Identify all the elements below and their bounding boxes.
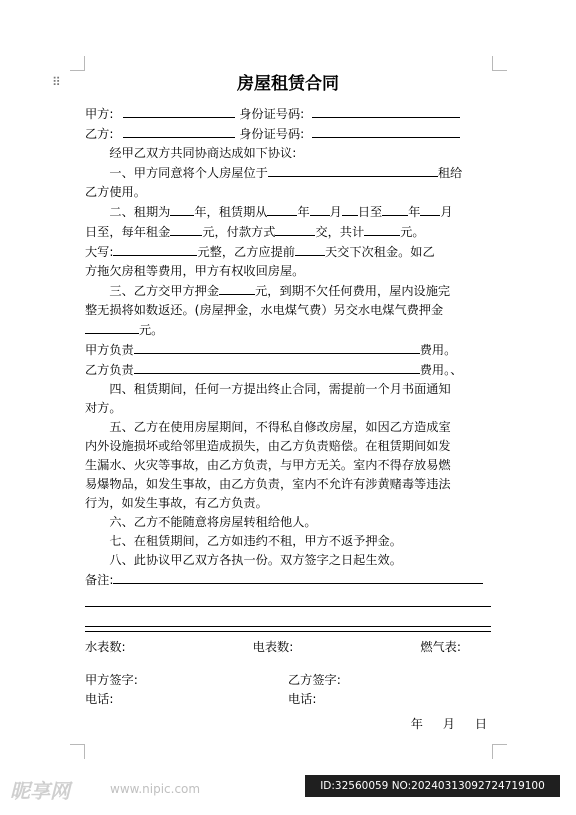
intro-line: 经甲乙双方共同协商达成如下协议: <box>109 146 297 160</box>
water-meter-label: 水表数: <box>85 640 126 654</box>
clause-2-line-1: 二、租期为 年，租赁期从 年 月 日至 年 月 <box>85 202 491 222</box>
party-b-sign-label: 乙方签字: <box>288 673 341 687</box>
property-address-blank[interactable] <box>268 163 438 177</box>
party-b-fees-blank[interactable] <box>134 360 420 374</box>
party-b-name-blank[interactable] <box>123 124 235 138</box>
clause-2-line-3: 大写: 元整，乙方应提前 天交下次租金。如乙 <box>85 242 491 262</box>
date-year: 年 <box>410 717 423 731</box>
party-b-id-blank[interactable] <box>312 124 460 138</box>
party-a-name-blank[interactable] <box>123 104 235 118</box>
clause-1-line: 一、甲方同意将个人房屋位于 租给 <box>85 163 491 183</box>
end-month-blank[interactable] <box>420 202 440 216</box>
electric-meter-label: 电表数: <box>252 640 294 654</box>
date-month: 月 <box>442 717 455 731</box>
crop-mark-top-left <box>70 56 85 71</box>
watermark-logo: 昵享网 <box>10 779 70 803</box>
party-a-fees-blank[interactable] <box>134 340 420 354</box>
remarks-blank-3[interactable] <box>85 610 491 627</box>
party-a-id-blank[interactable] <box>312 104 460 118</box>
contract-document <box>85 70 491 734</box>
payment-method-blank[interactable] <box>275 222 315 236</box>
clause-2-line-2: 日至，每年租金 元，付款方式 交，共计 元。 <box>85 222 491 242</box>
clause-5-line-1: 五、乙方在使用房屋期间，不得私自修改房屋，如因乙方造成室 <box>109 420 451 434</box>
remarks-blank-2[interactable] <box>85 590 491 607</box>
advance-days-blank[interactable] <box>295 242 325 256</box>
party-b-sign-col <box>288 671 491 709</box>
amount-in-words-blank[interactable] <box>113 242 197 256</box>
party-a-sign-label: 甲方签字: <box>85 673 138 687</box>
signature-row <box>85 671 491 709</box>
party-a-fees-line: 甲方负责 费用。 <box>85 340 491 360</box>
party-a-line: 甲方: 身份证号码: <box>85 104 491 124</box>
start-year-blank[interactable] <box>267 202 297 216</box>
start-day-blank[interactable] <box>342 202 358 216</box>
party-b-phone-label: 电话: <box>288 692 317 706</box>
date-line <box>85 715 491 734</box>
clause-3-line-3: 元。 <box>85 320 491 340</box>
crop-mark-top-right <box>492 56 507 71</box>
watermark-url: www.nipic.com <box>110 782 201 796</box>
crop-mark-bottom-left <box>70 744 85 759</box>
clause-6-line: 六、乙方不能随意将房屋转租给他人。 <box>109 515 317 529</box>
image-id-bar: ID:32560059 NO:20240313092724719100 <box>305 775 560 797</box>
term-years-blank[interactable] <box>170 202 194 216</box>
clause-3-line-1: 三、乙方交甲方押金 元，到期不欠任何费用，屋内设施完 <box>85 281 491 301</box>
clause-5-line-3: 生漏水、火灾等事故，由乙方负责，与甲方无关。室内不得存放易燃 <box>85 458 451 472</box>
remarks-blank-1[interactable] <box>113 570 483 584</box>
end-year-blank[interactable] <box>382 202 408 216</box>
start-month-blank[interactable] <box>310 202 330 216</box>
party-a-sign-col <box>85 671 288 709</box>
total-amount-blank[interactable] <box>364 222 400 236</box>
clause-1-cont: 乙方使用。 <box>85 185 146 199</box>
deposit-blank[interactable] <box>219 281 255 295</box>
crop-mark-bottom-right <box>492 744 507 759</box>
page-title: 房屋租赁合同 <box>237 74 339 94</box>
meter-readings-row <box>85 631 491 657</box>
clause-5-line-2: 内外设施损坏或给邻里造成损失，由乙方负责赔偿。在租赁期间如发 <box>85 439 451 453</box>
drag-handle-icon[interactable]: ⠿ <box>52 75 60 89</box>
party-b-line: 乙方: 身份证号码: <box>85 124 491 144</box>
clause-5-line-5: 行为，如发生事故，有乙方负责。 <box>85 496 268 510</box>
clause-8-line: 八、此协议甲乙双方各执一份。双方签字之日起生效。 <box>109 553 402 567</box>
clause-2-line-4: 方拖欠房租等费用，甲方有权收回房屋。 <box>85 264 305 278</box>
party-a-phone-label: 电话: <box>85 692 114 706</box>
annual-rent-blank[interactable] <box>170 222 202 236</box>
remarks-line: 备注: <box>85 570 491 590</box>
clause-5-line-4: 易爆物品，如发生事故，由乙方负责，室内不允许有涉黄赌毒等违法 <box>85 477 451 491</box>
clause-3-line-2: 整无损将如数返还。(房屋押金，水电煤气费）另交水电煤气费押金 <box>85 303 444 317</box>
date-day: 日 <box>474 717 487 731</box>
party-b-fees-line: 乙方负责 费用。、 <box>85 360 491 380</box>
gas-meter-label: 燃气表: <box>420 640 461 654</box>
clause-7-line: 七、在租赁期间，乙方如违约不租，甲方不返予押金。 <box>109 534 402 548</box>
utility-deposit-blank[interactable] <box>85 320 139 334</box>
clause-4-line-1: 四、租赁期间，任何一方提出终止合同，需提前一个月书面通知 <box>109 382 451 396</box>
clause-4-line-2: 对方。 <box>85 401 122 415</box>
